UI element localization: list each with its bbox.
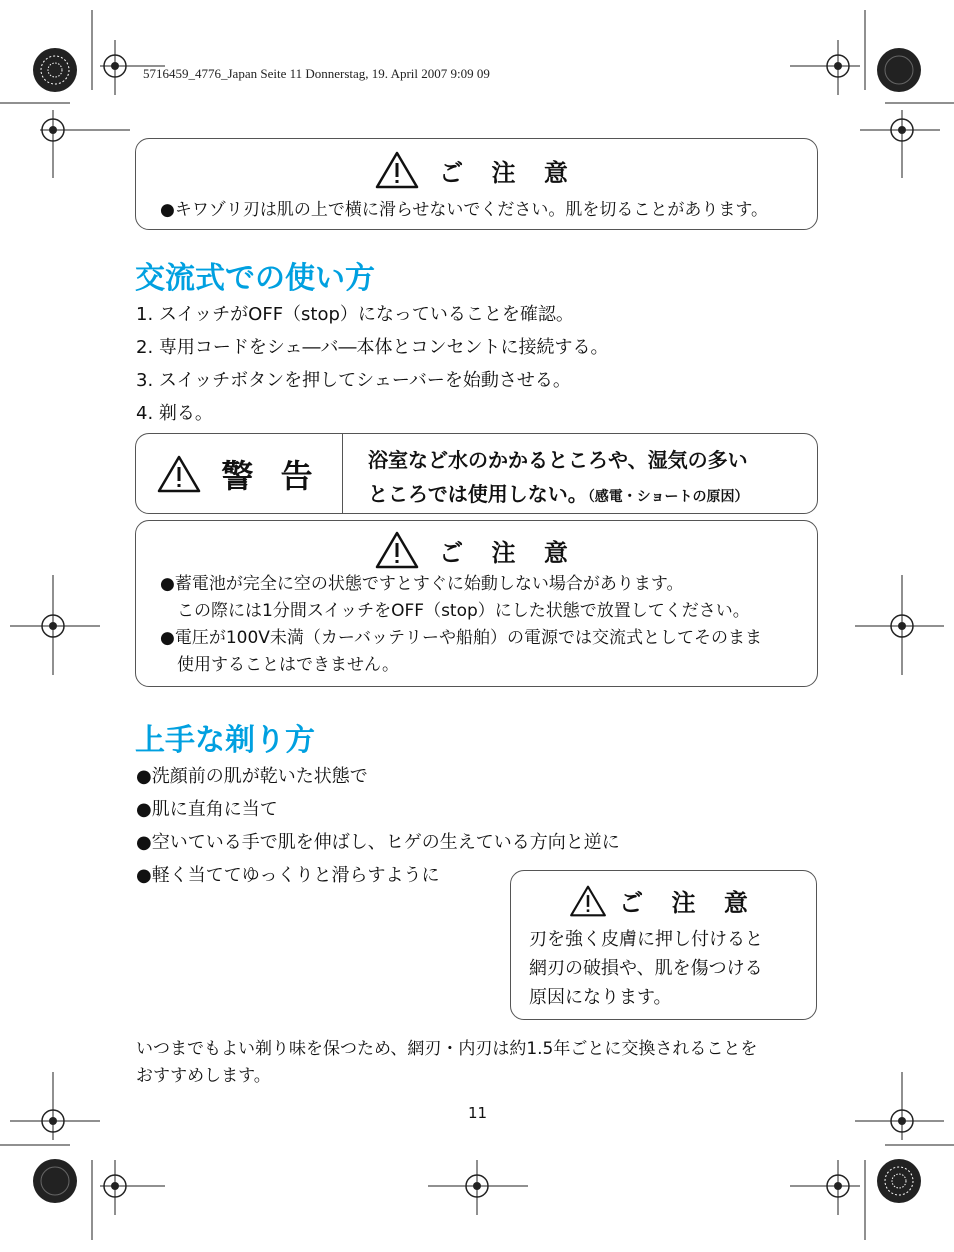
warning-note: （感電・ショートの原因） <box>587 489 749 505</box>
warning-box <box>135 433 818 514</box>
caution-line-4: 使用することはできません。 <box>160 655 400 675</box>
step-2: 2. 専用コードをシェ―バ―本体とコンセントに接続する。 <box>136 337 609 358</box>
replacement-note <box>136 1036 757 1090</box>
caution-heading <box>136 531 817 569</box>
shave-bullet-2: ●肌に直角に当て <box>136 799 278 820</box>
caution-heading-text: ご 注 意 <box>619 889 758 917</box>
warning-triangle-icon <box>375 151 419 189</box>
caution-box-3 <box>510 870 817 1020</box>
warning-line-1: 浴室など水のかかるところや、湿気の多い <box>368 448 748 472</box>
step-4: 4. 剃る。 <box>136 403 213 424</box>
page-number: 11 <box>468 1104 488 1122</box>
warning-heading-text: 警 告 <box>221 456 321 495</box>
caution-heading-text: ご 注 意 <box>439 158 578 187</box>
caution-line-3: ●電圧が100V未満（カーバッテリーや船舶）の電源では交流式としてそのまま <box>160 628 763 648</box>
caution-heading <box>136 151 817 189</box>
replacement-note-line-2: おすすめします。 <box>136 1066 271 1086</box>
caution-heading <box>511 883 816 918</box>
warning-line-2-text: ところでは使用しない。 <box>368 482 588 506</box>
print-header: 5716459_4776_Japan Seite 11 Donnerstag, 19. April 2007 9:09 09 <box>143 66 490 81</box>
caution-line-1: ●蓄電池が完全に空の状態ですとすぐに始動しない場合があります。 <box>160 574 684 594</box>
caution-line-2: この際には1分間スイッチをOFF（stop）にした状態で放置してください。 <box>160 601 750 621</box>
caution-body <box>529 925 763 1012</box>
caution-line-3: 原因になります。 <box>529 987 672 1008</box>
shave-bullet-3: ●空いている手で肌を伸ばし、ヒゲの生えている方向と逆に <box>136 832 620 853</box>
caution-text: ●キワゾリ刃は肌の上で横に滑らせないでください。肌を切ることがあります。 <box>160 200 768 220</box>
warning-triangle-icon <box>569 885 607 917</box>
replacement-note-line-1: いつまでもよい剃り味を保つため、網刃・内刃は約1.5年ごとに交換されることを <box>136 1039 758 1059</box>
section-title-shave: 上手な剃り方 <box>135 723 315 758</box>
warning-triangle-icon <box>157 455 201 493</box>
caution-line-1: 刃を強く皮膚に押し付けると <box>529 929 763 950</box>
warning-line-2 <box>368 478 749 507</box>
caution-box-1 <box>135 138 818 230</box>
step-3: 3. スイッチボタンを押してシェーバーを始動させる。 <box>136 370 571 391</box>
warning-triangle-icon <box>375 531 419 569</box>
section-title-ac: 交流式での使い方 <box>135 261 375 296</box>
caution-box-2 <box>135 520 818 687</box>
warning-heading <box>136 434 343 513</box>
caution-heading-text: ご 注 意 <box>439 538 578 567</box>
caution-line-2: 網刃の破損や、肌を傷つける <box>529 958 763 979</box>
step-1: 1. スイッチがOFF（stop）になっていることを確認。 <box>136 304 574 325</box>
shave-bullet-4: ●軽く当ててゆっくりと滑らすように <box>136 865 440 886</box>
shave-bullet-1: ●洗顔前の肌が乾いた状態で <box>136 766 368 787</box>
